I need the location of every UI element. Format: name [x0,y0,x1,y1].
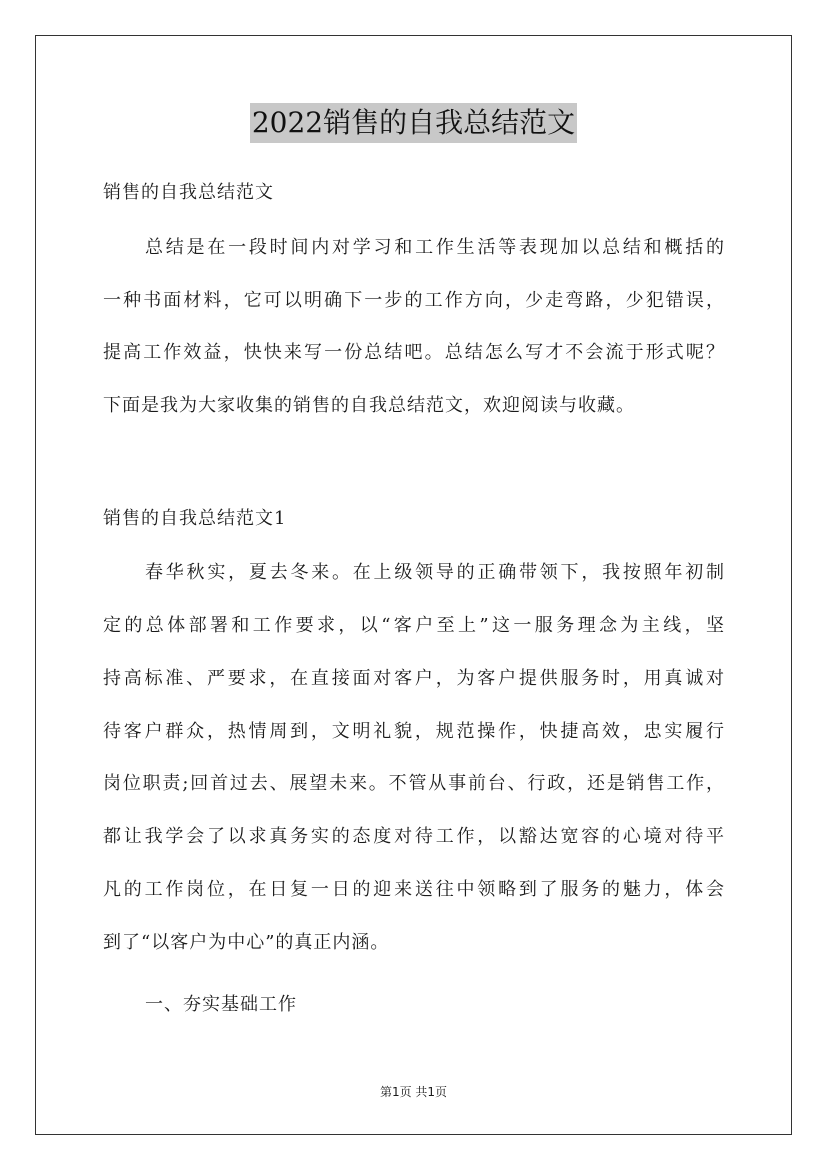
section1-line-4: 待客户群众，热情周到，文明礼貌，规范操作，快捷高效，忠实履行 [103,721,725,742]
section1-line-2: 定的总体部署和工作要求，以“客户至上”这一服务理念为主线，坚 [103,615,725,636]
intro-line-2: 一种书面材料，它可以明确下一步的工作方向，少走弯路，少犯错误， [103,290,725,311]
page-footer: 第1页 共1页 [379,1085,448,1099]
section1-line-7: 凡的工作岗位，在日复一日的迎来送往中领略到了服务的魅力，体会 [103,879,725,900]
document-title-container [0,103,827,143]
intro-line-4: 下面是我为大家收集的销售的自我总结范文，欢迎阅读与收藏。 [103,395,635,416]
document-title: 2022销售的自我总结范文 [250,103,577,143]
section1-line-1: 春华秋实，夏去冬来。在上级领导的正确带领下，我按照年初制 [145,562,725,583]
section1-line-8: 到了“以客户为中心”的真正内涵。 [103,932,390,953]
subsection-heading: 一、夯实基础工作 [145,994,297,1015]
intro-line-1: 总结是在一段时间内对学习和工作生活等表现加以总结和概括的 [145,237,725,258]
section1-line-3: 持高标准、严要求，在直接面对客户，为客户提供服务时，用真诚对 [103,668,725,689]
intro-heading: 销售的自我总结范文 [103,182,274,203]
intro-line-3: 提高工作效益，快快来写一份总结吧。总结怎么写才不会流于形式呢？ [103,342,725,363]
section1-line-5: 岗位职责;回首过去、展望未来。不管从事前台、行政，还是销售工作， [103,773,725,794]
section1-line-6: 都让我学会了以求真务实的态度对待工作，以豁达宽容的心境对待平 [103,826,725,847]
section1-heading: 销售的自我总结范文1 [103,508,287,529]
